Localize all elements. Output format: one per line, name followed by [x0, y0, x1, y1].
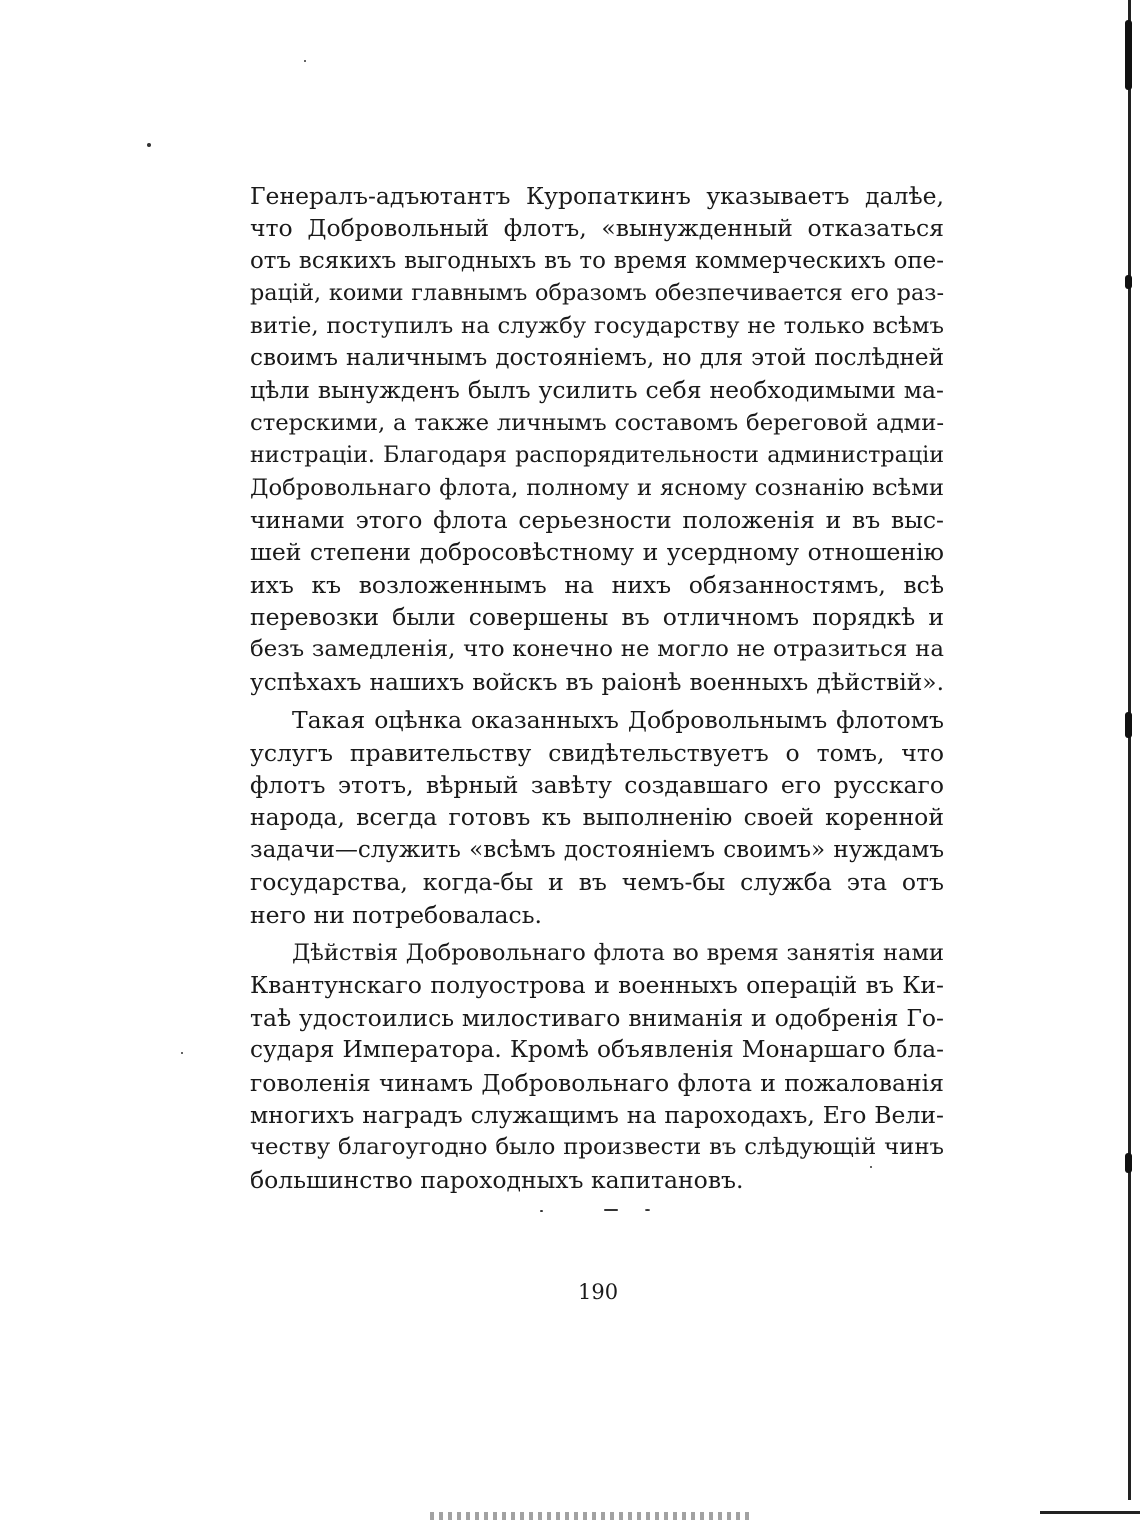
scan-speck: [147, 143, 151, 147]
text-line: нистраціи. Благодаря распорядительности администраціи: [250, 442, 944, 469]
text-line: многихъ наградъ служащимъ на пароходахъ, Его Вели-: [250, 1100, 944, 1129]
text-line: Квантунскаго полуострова и военныхъ операцій въ Ки-: [250, 971, 944, 1000]
bottom-edge-rule: [1040, 1511, 1140, 1514]
text-line: цѣли вынужденъ былъ усилить себя необходимыми ма-: [250, 376, 944, 405]
text-line: Генералъ-адъютантъ Куропаткинъ указываетъ далѣе,: [250, 182, 944, 210]
edge-mark: [1125, 1153, 1132, 1173]
scan-speck: [604, 1209, 618, 1211]
text-line: чинами этого флота серьезности положенія и въ выс-: [250, 505, 944, 534]
text-line: флотъ этотъ, вѣрный завѣту создавшаго его русскаго: [250, 771, 944, 800]
bottom-scan-artifact: [430, 1512, 750, 1520]
text-line: безъ замедленія, что конечно не могло не отразиться на: [250, 636, 944, 663]
body-text: [250, 180, 944, 1196]
text-line: что Добровольный флотъ, «вынужденный отказаться: [250, 214, 944, 243]
scan-speck: [181, 1052, 183, 1054]
text-line: сударя Императора. Кромѣ объявленія Монаршаго бла-: [250, 1036, 944, 1064]
text-line: большинство пароходныхъ капитановъ.: [250, 1165, 744, 1194]
text-line: витіе, поступилъ на службу государству не только всѣмъ: [250, 312, 944, 339]
page-number: 190: [578, 1280, 619, 1304]
text-line: государства, когда-бы и въ чемъ-бы служба эта отъ: [250, 868, 944, 897]
edge-mark: [1125, 712, 1132, 738]
text-line: рацій, коими главнымъ образомъ обезпечивается его раз-: [250, 280, 944, 307]
scan-speck: [645, 1209, 650, 1211]
edge-mark: [1125, 275, 1132, 289]
text-line: говоленія чинамъ Добровольнаго флота и пожалованія: [250, 1068, 944, 1097]
page-edge-line: [1128, 0, 1131, 1500]
text-line: Добровольнаго флота, полному и ясному сознанію всѣми: [250, 474, 944, 501]
text-line: отъ всякихъ выгодныхъ въ то время коммерческихъ опе-: [250, 247, 944, 274]
scan-speck: [540, 1210, 543, 1212]
edge-mark: [1125, 20, 1132, 90]
text-line: ихъ къ возложеннымъ на нихъ обязанностямъ, всѣ: [250, 570, 944, 599]
text-line: перевозки были совершены въ отличномъ порядкѣ и: [250, 603, 944, 632]
text-line: стерскими, а также личнымъ составомъ береговой адми-: [250, 409, 944, 436]
text-line: шей степени добросовѣстному и усердному отношенію: [250, 538, 944, 567]
text-line: таѣ удостоились милостиваго вниманія и одобренія Го-: [250, 1003, 944, 1032]
text-line: Такая оцѣнка оказанныхъ Добровольнымъ флотомъ: [292, 706, 944, 735]
text-line: Дѣйствія Добровольнаго флота во время занятія нами: [292, 939, 944, 966]
text-line: задачи—служить «всѣмъ достояніемъ своимъ» нуждамъ: [250, 836, 944, 863]
text-line: честву благоугодно было произвести въ слѣдующій чинъ: [250, 1134, 944, 1161]
text-line: народа, всегда готовъ къ выполненію своей коренной: [250, 803, 944, 832]
text-line: успѣхахъ нашихъ войскъ въ раіонѣ военныхъ дѣйствій».: [250, 667, 944, 696]
scan-speck: [304, 60, 306, 62]
text-line: него ни потребовалась.: [250, 900, 542, 929]
text-line: услугъ правительству свидѣтельствуетъ о томъ, что: [250, 738, 944, 767]
text-line: своимъ наличнымъ достояніемъ, но для этой послѣдней: [250, 344, 944, 371]
